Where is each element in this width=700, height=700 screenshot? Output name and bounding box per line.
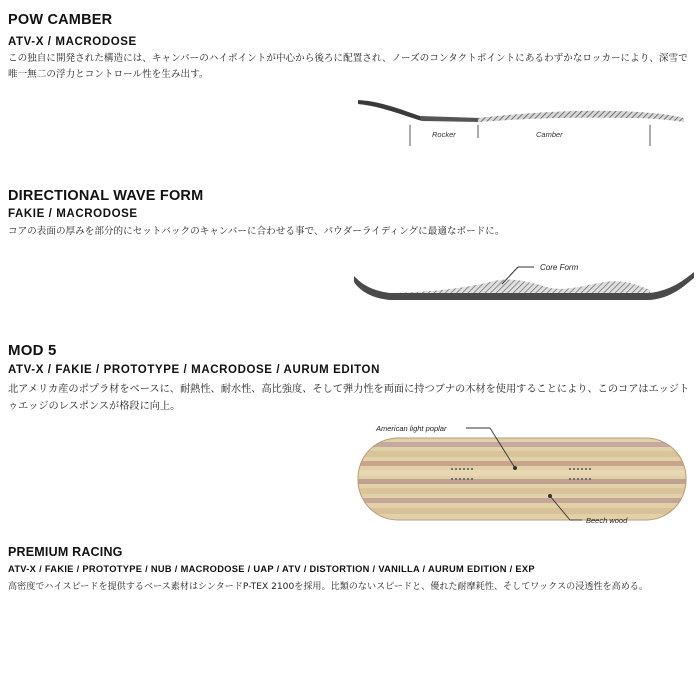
section-subtitle: FAKIE / MACRODOSE — [8, 208, 138, 220]
section-title: DIRECTIONAL WAVE FORM — [8, 188, 204, 204]
mod5-core-diagram — [352, 418, 692, 530]
section-title: MOD 5 — [8, 342, 57, 359]
section-title: PREMIUM RACING — [8, 545, 123, 559]
section-description: 北アメリカ産のポプラ材をベースに、耐熱性、耐水性、高比強度、そして弾力性を両面に持つブナの木材を使用することにより、このコアはエッジトゥエッジのレスポンスが格段に向上。 — [8, 384, 690, 412]
section-description: コアの表面の厚みを部分的にセットバックのキャンバーに合わせる事で、パウダーライディングに最適なボードに。 — [8, 226, 505, 237]
section-subtitle: ATV-X / FAKIE / PROTOTYPE / NUB / MACRODOSE / UAP / ATV / DISTORTION / VANILLA / AURUM EDITION / EXP — [8, 564, 535, 574]
beech-label: Beech wood — [586, 516, 628, 525]
poplar-label: American light poplar — [376, 424, 447, 433]
wave-form-diagram — [350, 252, 698, 310]
section-subtitle: ATV-X / MACRODOSE — [8, 36, 137, 48]
section-title: POW CAMBER — [8, 12, 113, 28]
section-subtitle: ATV-X / FAKIE / PROTOTYPE / MACRODOSE / AURUM EDITON — [8, 364, 380, 376]
camber-label: Camber — [536, 130, 563, 139]
section-description: この独自に開発された構造には、キャンパーのハイポイントが中心から後ろに配置され、ノーズのコンタクトポイントにあるわずかなロッカーにより、深雪で唯一無二の浮力とコントロール性を生み出す。 — [8, 53, 688, 80]
pow-camber-diagram — [350, 88, 690, 154]
rocker-label: Rocker — [432, 130, 456, 139]
section-description: 高密度でハイスピードを提供するベース素材はシンタードP-TEX 2100を採用。比類のないスピードと、優れた耐摩耗性、そしてワックスの浸透性を高める。 — [8, 582, 648, 592]
core-form-label: Core Form — [540, 263, 579, 272]
